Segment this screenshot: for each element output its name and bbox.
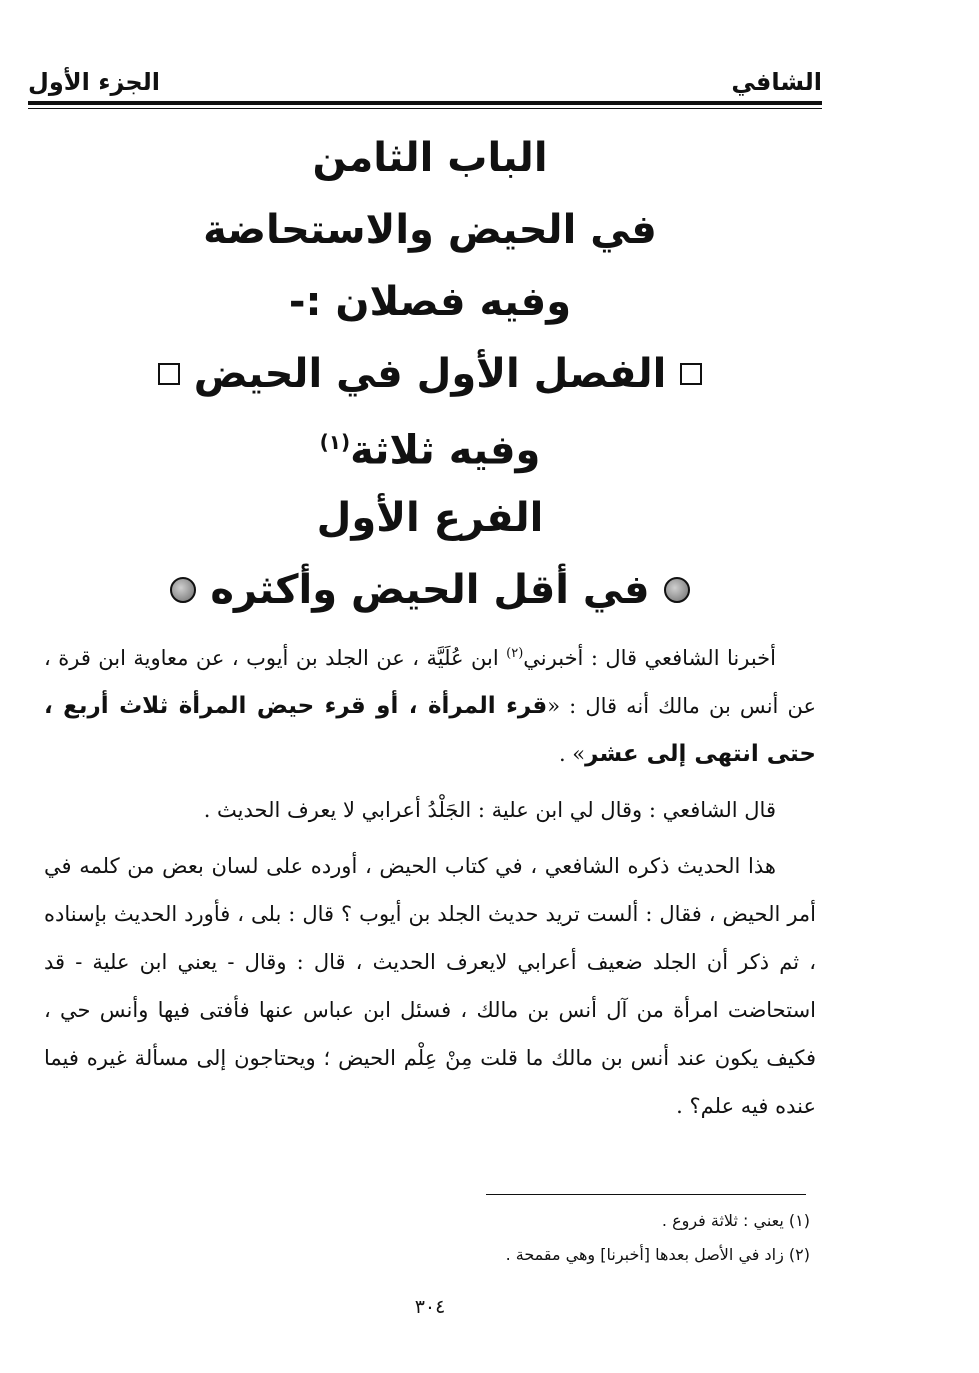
square-ornament-icon <box>680 363 702 385</box>
book-title: الشافي <box>731 68 822 96</box>
branches-intro: وفيه ثلاثة$^{(١)}$ <box>319 427 541 474</box>
volume-label: الجزء الأول <box>28 68 160 96</box>
chapter-headings <box>40 122 820 626</box>
footnote-2: (٢) زاد في الأصل بعدها [أخبرنا] وهي مقمحة . <box>505 1245 810 1264</box>
hadith-quote: قرء المرأة ، أو قرء حيض المرأة ثلاث أربع ، حتى انتهى إلى عشر <box>44 693 816 767</box>
paragraph-hadith: أخبرنا الشافعي قال : أخبرني$^{(٢)}$ ابن عُلَيَّة ، عن الجلد بن أيوب ، عن معاوية ابن قرة ، عن أنس بن مالك أنه قال : «قرء المرأة ، أو قرء حيض المرأة ثلاث أربع ، حتى انتهى إلى عشر» . <box>44 646 816 767</box>
footnote-1: (١) يعني : ثلاثة فروع . <box>661 1211 810 1230</box>
section-heading: الفصل الأول في الحيض <box>40 338 820 410</box>
footnote-ref: (٢) <box>506 646 524 661</box>
paragraph-commentary: هذا الحديث ذكره الشافعي ، في كتاب الحيض ، أورده على لسان بعض من كلمه في أمر الحيض ، فقال : ألست تريد حديث الجلد بن أيوب ؟ قال : بلى ، فأورد الحديث بإسناده ، ثم ذكر أن الجلد ضعيف أعرابي لايعرف الحديث ، قال : وقال - يعني ابن علية - قد استحاضت امرأة من آل أنس بن مالك ، فسئل ابن عباس عنها فأفتى فيها وأنس حي ، فكيف يكون عند أنس بن مالك ما قلت مِنْ عِلْم الحيض ؛ ويحتاجون إلى مسألة غيره فيما عنده فيه علم؟ . <box>44 854 816 1118</box>
page-number: ٣٠٤ <box>414 1296 446 1318</box>
footnote-ref: (١) <box>319 429 351 454</box>
chapter-heading: الباب الثامن <box>312 135 548 181</box>
footnotes <box>280 1204 810 1272</box>
paragraph-shafii-remark: قال الشافعي : وقال لي ابن علية : الجَلْدُ أعرابي لا يعرف الحديث . <box>203 798 776 822</box>
circle-ornament-icon <box>170 577 196 603</box>
sections-intro: وفيه فصلان :- <box>288 279 572 325</box>
header-rule-thin <box>28 108 822 109</box>
header-rule <box>28 101 822 105</box>
square-ornament-icon <box>158 363 180 385</box>
footnote-rule <box>486 1194 806 1195</box>
branch-subject: في أقل الحيض وأكثره <box>40 554 820 626</box>
circle-ornament-icon <box>664 577 690 603</box>
branch-heading: الفرع الأول <box>316 495 544 541</box>
body-text <box>44 634 816 1130</box>
running-header <box>28 48 822 96</box>
chapter-subject: في الحيض والاستحاضة <box>203 207 657 253</box>
